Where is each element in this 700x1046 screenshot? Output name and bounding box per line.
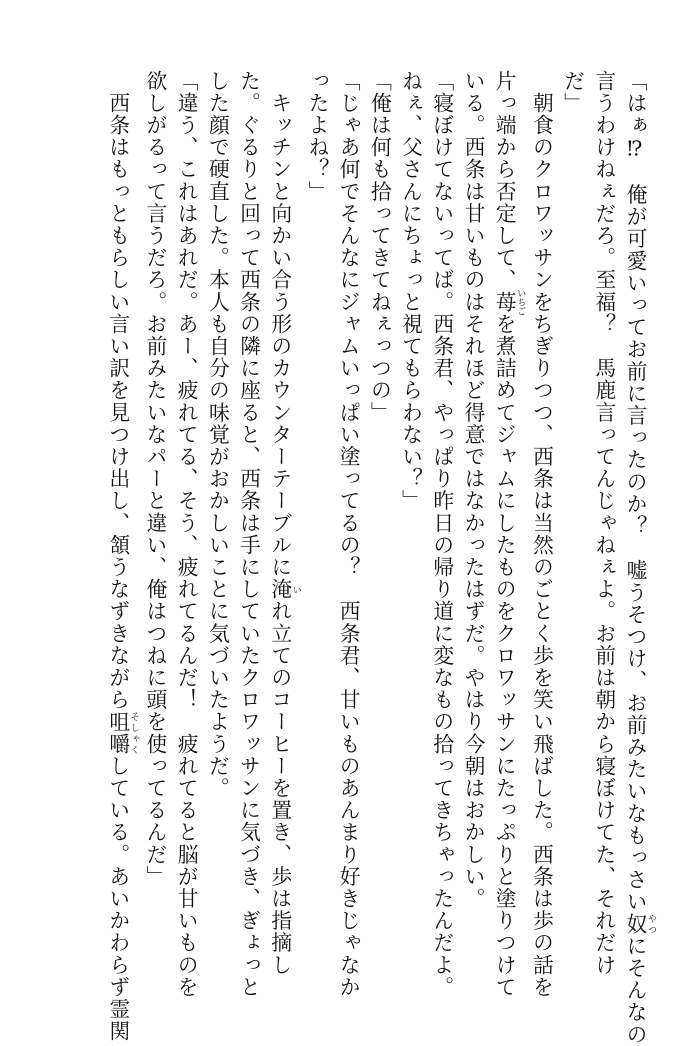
text-column: 「はぁ⁉ 俺が可愛いってお前に言ったのか？ 嘘うそつけ、お前みたいなもっさい奴 やつにそんなの — [623, 70, 656, 1046]
furigana-reading: い — [290, 578, 301, 601]
vertical-text-body — [16, 70, 656, 1046]
furigana-word: 奴 やつ — [623, 913, 656, 936]
text-column: 言うわけねぇだろ。至福？ 馬鹿言ってんじゃねぇよ。お前は朝から寝ぼけてた、それだけ — [591, 70, 616, 977]
text-column: 「違う、これはあれだ。あー、疲れてる、そう、疲れてるんだ！ 疲れてると脳が甘いものを — [174, 70, 199, 999]
text-column: ねぇ、父さんにちょっと視てもらわない？」 — [398, 70, 423, 512]
text-column: 欲しがるって言うだろ。お前みたいなパーと違い、俺はつねに頭を使ってるんだ」 — [142, 70, 167, 888]
text-column: 朝食のクロワッサンをちぎりつつ、西条は当然のごとく歩を笑い飛ばした。西条は歩の話を — [529, 70, 554, 999]
text-column: 片っ端から否定して、苺 いちごを煮詰めてジャムにしたものをクロワッサンにたっぷりと塗りつけて — [492, 70, 526, 999]
text-column: 「じゃあ何でそんなにジャムいっぱい塗ってるの？ 西条君、甘いものあんまり好きじゃなか — [336, 70, 361, 999]
text-column: ったよね？」 — [304, 70, 329, 203]
text-column: 「俺は何も拾ってきてねぇっつの」 — [367, 70, 392, 424]
text-column: た。ぐるりと回って西条の隣に座ると、西条は手にしていたクロワッサンに気づき、ぎょっと — [236, 70, 261, 999]
text-column: いる。西条は甘いものはそれほど得意ではなかったはずだ。やはり今朝はおかしい。 — [460, 70, 485, 910]
furigana-word: 淹 い — [267, 578, 301, 601]
text-column: だ」 — [560, 70, 585, 115]
furigana-reading: いちご — [515, 288, 526, 316]
furigana-reading: そしゃく — [128, 710, 139, 756]
furigana-word: 苺 いちご — [492, 288, 526, 316]
furigana-word: 咀嚼 そしゃく — [105, 710, 139, 756]
text-column: キッチンと向かい合う形のカウンターテーブルに淹 いれ立てのコーヒーを置き、歩は指摘し — [267, 70, 301, 977]
text-column: 「寝ぼけてないってば。西条君、やっぱり昨日の帰り道に変なもの拾ってきちゃったんだよ。 — [429, 70, 454, 999]
text-column: した顔で硬直した。本人も自分の味覚がおかしいことに気づいたようだ。 — [205, 70, 230, 800]
text-column: 西条はもっともらしい言い訳を見つけ出し、頷うなずきながら咀嚼 そしゃくしている。あいかわらず霊関 — [105, 70, 139, 1043]
furigana-reading: やつ — [646, 913, 656, 936]
